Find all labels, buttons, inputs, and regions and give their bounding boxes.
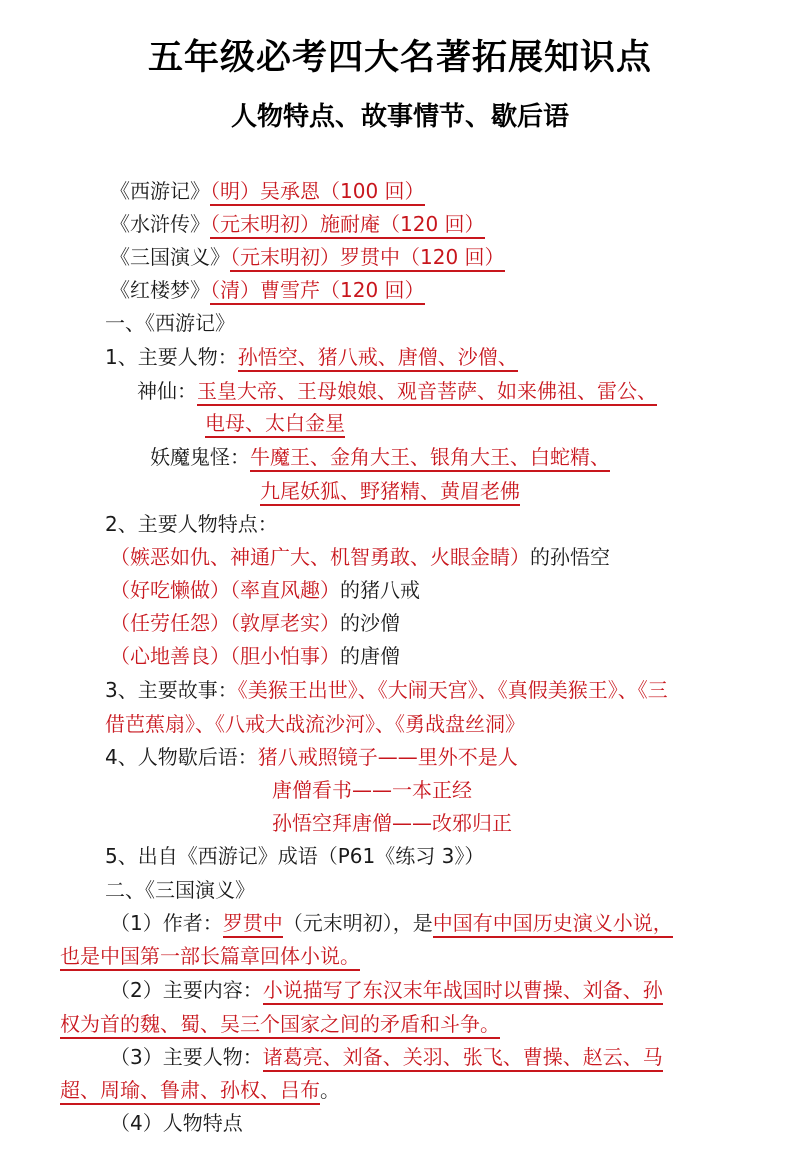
sanguo-chars-end: 。	[320, 1078, 340, 1102]
trait-line	[110, 610, 400, 636]
content-label: （2）主要内容：	[110, 978, 263, 1002]
author-name: 罗贯中	[223, 911, 283, 938]
demons-value: 牛魔王、金角大王、银角大王、白蛇精、	[250, 445, 610, 472]
xiehou-label: 4、人物歇后语：	[105, 745, 258, 769]
book-line	[110, 244, 505, 270]
trait-red: （嫉恶如仇、神通广大、机智勇敢、火眼金睛）	[110, 545, 530, 569]
content-line-2	[60, 1011, 500, 1037]
demons-line-2	[260, 478, 520, 504]
demons-line	[150, 444, 610, 470]
section-heading-sanguo: 二、《三国演义》	[105, 878, 255, 902]
stories-value-2: 借芭蕉扇》、《八戒大战流沙河》、《勇战盘丝洞》	[105, 712, 525, 736]
book-info: （清）曹雪芹（120 回）	[210, 278, 425, 305]
trait-red: （任劳任怨）（敦厚老实）	[110, 611, 340, 635]
trait-red: （好吃懒做）（率直风趣）	[110, 578, 340, 602]
book-name: 《红楼梦》	[110, 278, 210, 302]
xiehou-item: 唐僧看书——一本正经	[272, 778, 472, 802]
content-value: 小说描写了东汉末年战国时以曹操、刘备、孙	[263, 978, 663, 1005]
author-label: （1）作者：	[110, 911, 223, 935]
author-desc: 中国有中国历史演义小说，	[433, 911, 673, 938]
main-characters-label: 1、主要人物：	[105, 345, 238, 369]
page-subtitle: 人物特点、故事情节、歇后语	[230, 102, 569, 132]
content-value-2: 权为首的魏、蜀、吴三个国家之间的矛盾和斗争。	[60, 1012, 500, 1039]
main-characters	[105, 344, 518, 370]
gods-line	[137, 378, 657, 404]
trait-char: 的沙僧	[340, 611, 400, 635]
stories-line	[105, 677, 668, 703]
book-line	[110, 277, 425, 303]
gods-value-2: 电母、太白金星	[205, 411, 345, 438]
traits-label: 2、主要人物特点：	[105, 512, 278, 536]
book-info: （元末明初）施耐庵（120 回）	[210, 212, 485, 239]
gods-line-2	[205, 410, 345, 436]
gods-label: 神仙：	[137, 379, 197, 403]
book-name: 《水浒传》	[110, 212, 210, 236]
xiehou-line	[105, 744, 518, 770]
demons-label: 妖魔鬼怪：	[150, 445, 250, 469]
author-line	[110, 910, 673, 936]
stories-value: 《美猴王出世》、《大闹天宫》、《真假美猴王》、《三	[237, 678, 668, 702]
page-title: 五年级必考四大名著拓展知识点	[147, 38, 652, 78]
xiehou-item: 孙悟空拜唐僧——改邪归正	[272, 811, 512, 835]
sanguo-chars-label: （3）主要人物：	[110, 1045, 263, 1069]
sanguo-chars-value-2: 超、周瑜、鲁肃、孙权、吕布	[60, 1078, 320, 1105]
trait-line	[110, 577, 420, 603]
idiom-line: 5、出自《西游记》成语（P61《练习 3》）	[105, 844, 485, 868]
author-line-2	[60, 943, 360, 969]
trait-red: （心地善良）（胆小怕事）	[110, 644, 340, 668]
book-line	[110, 211, 485, 237]
trait-char: 的猪八戒	[340, 578, 420, 602]
trait-line	[110, 643, 400, 669]
main-characters-value: 孙悟空、猪八戒、唐僧、沙僧、	[238, 345, 518, 372]
stories-label: 3、主要故事：	[105, 678, 238, 702]
author-era: （元末明初），是	[282, 911, 433, 935]
book-line	[110, 178, 425, 204]
sanguo-chars-value: 诸葛亮、刘备、关羽、张飞、曹操、赵云、马	[263, 1045, 663, 1072]
xiehou-item: 猪八戒照镜子——里外不是人	[257, 745, 518, 769]
trait-line	[110, 544, 610, 570]
book-name: 《西游记》	[110, 179, 210, 203]
author-desc-2: 也是中国第一部长篇章回体小说。	[60, 944, 360, 971]
sanguo-chars-line-2	[60, 1077, 340, 1103]
book-name: 《三国演义》	[110, 245, 230, 269]
gods-value: 玉皇大帝、王母娘娘、观音菩萨、如来佛祖、雷公、	[197, 379, 657, 406]
trait-char: 的唐僧	[340, 644, 400, 668]
section-heading-xiyou: 一、《西游记》	[105, 311, 235, 335]
sanguo-traits-label: （4）人物特点	[110, 1111, 243, 1135]
book-info: （元末明初）罗贯中（120 回）	[230, 245, 505, 272]
trait-char: 的孙悟空	[530, 545, 610, 569]
sanguo-chars-line	[110, 1044, 663, 1070]
demons-value-2: 九尾妖狐、野猪精、黄眉老佛	[260, 479, 520, 506]
book-info: （明）吴承恩（100 回）	[210, 179, 425, 206]
stories-line-2	[105, 711, 525, 737]
content-line	[110, 977, 663, 1003]
